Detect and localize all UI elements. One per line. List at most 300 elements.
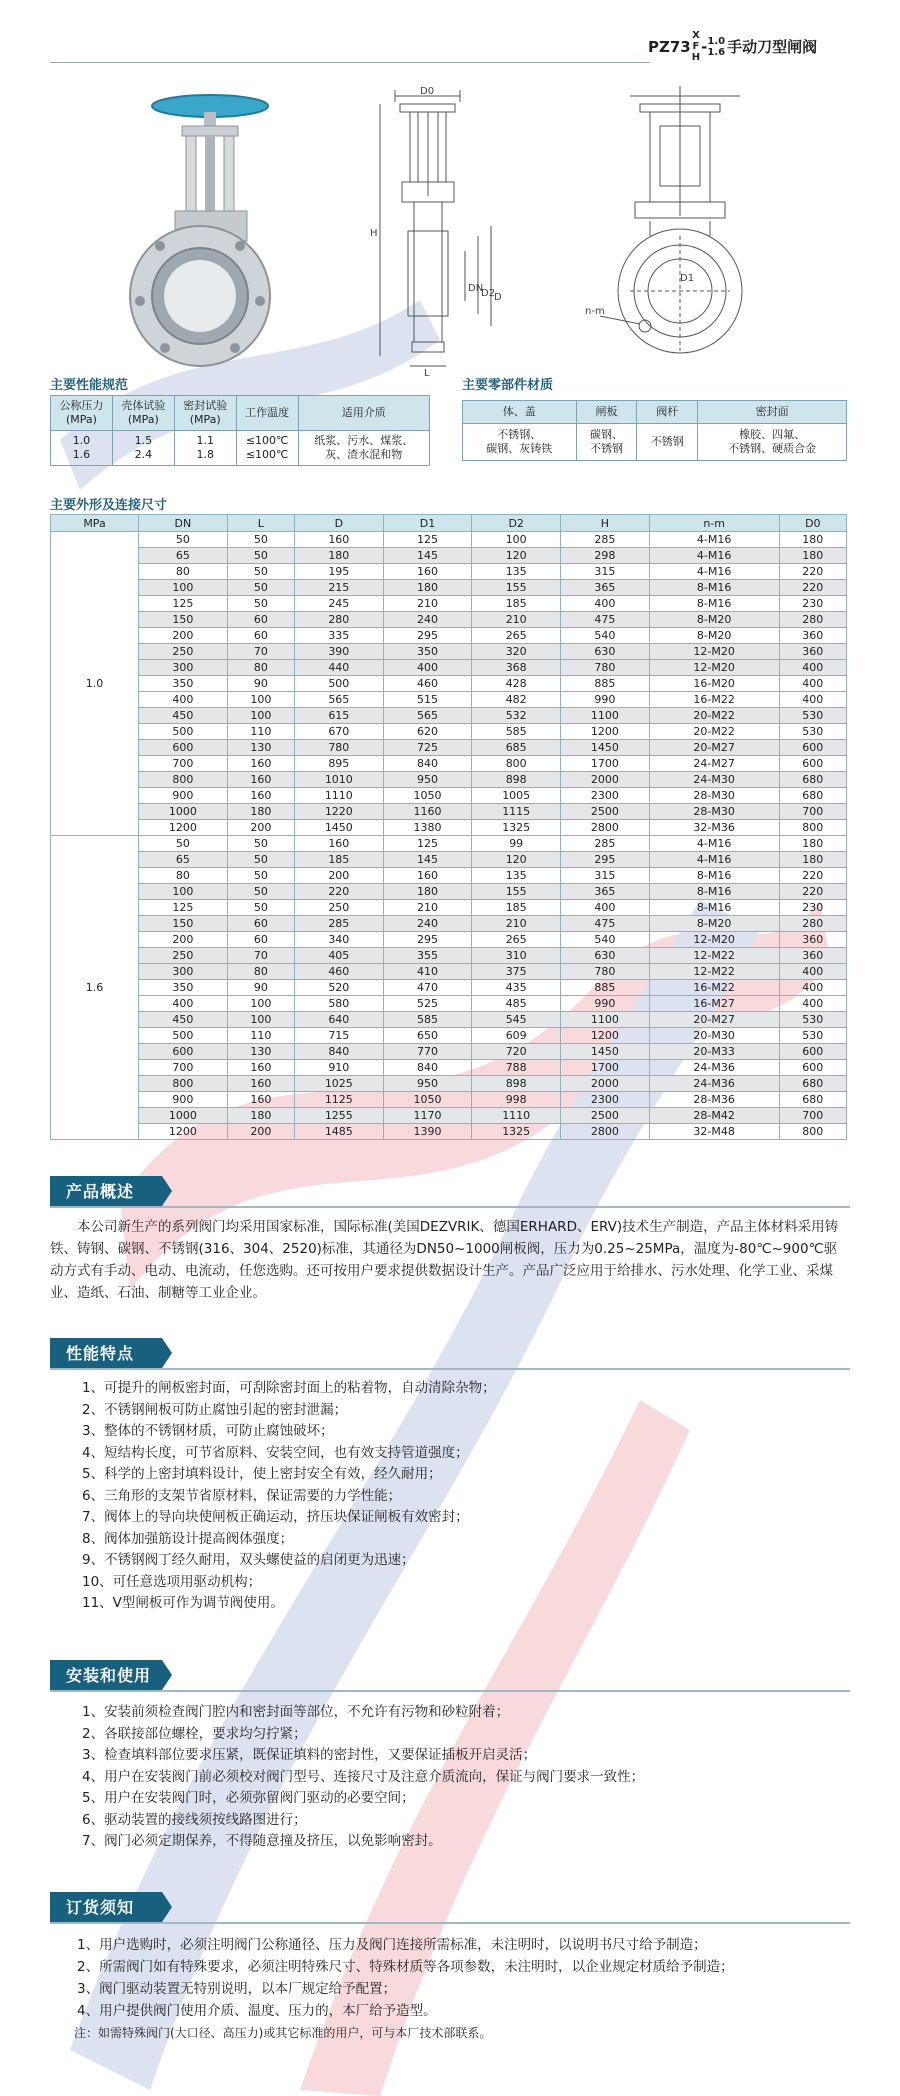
overview-text: 本公司新生产的系列阀门均采用国家标准，国际标准(美国DEZVRIK、德国ERHARD、ERV)技术生产制造，产品主体材料采用铸铁、铸钢、碳钢、不锈钢(316、304、2520)标准，其通径为DN50~1000闸板阀，压力为0.25~25MPa，温度为-80℃~900℃驱动方式有手动、电动、电流动，任您选购。还可按用户要求提供数据设计生产。产品广泛应用于给排水、污水处理、化学工业、采煤业、造纸、石油、制糖等工业企业。: [50, 1219, 839, 1301]
dimension-cell: 680: [779, 1092, 846, 1108]
dimension-cell: 60: [227, 628, 294, 644]
dimension-cell: 20-M33: [649, 1044, 779, 1060]
materials-header-cell: 闸板: [576, 401, 637, 424]
dimension-cell: 780: [561, 964, 650, 980]
dimension-cell: 770: [383, 1044, 472, 1060]
performance-cell: 1.5 2.4: [112, 431, 174, 466]
dimension-cell: 1100: [561, 1012, 650, 1028]
dimension-cell: 160: [227, 1076, 294, 1092]
table-row: [51, 1124, 847, 1140]
table-row: [51, 724, 847, 740]
dimension-cell: 220: [779, 884, 846, 900]
dimension-cell: 600: [139, 1044, 228, 1060]
model-mid-letters: [692, 30, 700, 63]
dimension-cell: 1110: [472, 1108, 561, 1124]
dimension-cell: 24-M27: [649, 756, 779, 772]
dimension-cell: 1200: [561, 1028, 650, 1044]
install-heading: 安装和使用: [50, 1660, 162, 1691]
dimension-cell: 450: [139, 708, 228, 724]
list-item: 5、科学的上密封填料设计，使上密封安全有效，经久耐用；: [82, 1466, 442, 1482]
dimension-cell: 50: [227, 564, 294, 580]
dimension-cell: 685: [472, 740, 561, 756]
dimension-cell: 8-M16: [649, 580, 779, 596]
dimension-cell: 80: [227, 660, 294, 676]
table-row: [51, 852, 847, 868]
table-row: [51, 612, 847, 628]
dimension-cell: 1010: [294, 772, 383, 788]
dimension-cell: 2000: [561, 772, 650, 788]
dimension-cell: 4-M16: [649, 548, 779, 564]
dimension-cell: 200: [139, 628, 228, 644]
dimension-cell: 50: [139, 836, 228, 852]
dimension-cell: 800: [472, 756, 561, 772]
list-item: 2、不锈钢闸板可防止腐蚀引起的密封泄漏；: [82, 1401, 348, 1418]
dimension-cell: 375: [472, 964, 561, 980]
dimension-cell: 1170: [383, 1108, 472, 1124]
dimension-cell: 90: [227, 676, 294, 692]
list-item: 11、V型闸板可作为调节阀使用。: [82, 1595, 284, 1611]
dimension-cell: 280: [294, 612, 383, 628]
materials-cell: 不锈钢、 碳钢、灰铸铁: [463, 424, 577, 461]
dimension-cell: 340: [294, 932, 383, 948]
dimension-cell: 630: [561, 644, 650, 660]
dimension-cell: 100: [227, 692, 294, 708]
dimension-cell: 50: [227, 532, 294, 548]
dimension-cell: 8-M20: [649, 612, 779, 628]
dimension-cell: 428: [472, 676, 561, 692]
dimension-cell: 500: [294, 676, 383, 692]
performance-cell: 纸浆、污水、煤浆、 灰、渣水混和物: [298, 431, 429, 466]
table-row: [51, 676, 847, 692]
dimensions-header-cell: H: [561, 515, 650, 532]
dimension-cell: 800: [779, 820, 846, 836]
dimension-cell: 700: [779, 1108, 846, 1124]
table-row: [51, 772, 847, 788]
svg-text:n-m: n-m: [585, 306, 605, 317]
table-row: [51, 916, 847, 932]
dimension-cell: 12-M20: [649, 660, 779, 676]
order-list: [50, 1934, 850, 2044]
dimension-cell: 482: [472, 692, 561, 708]
svg-text:DN: DN: [468, 283, 484, 294]
features-rule: [50, 1368, 850, 1370]
dimension-cell: 1025: [294, 1076, 383, 1092]
dimension-cell: 4-M16: [649, 836, 779, 852]
dimension-cell: 720: [472, 1044, 561, 1060]
dimension-cell: 180: [383, 884, 472, 900]
dimension-cell: 725: [383, 740, 472, 756]
dimension-cell: 245: [294, 596, 383, 612]
dimension-cell: 435: [472, 980, 561, 996]
dimension-cell: 160: [294, 836, 383, 852]
dimension-cell: 180: [779, 548, 846, 564]
table-row: [51, 628, 847, 644]
model-dash: -: [701, 37, 708, 56]
dimension-cell: 180: [383, 580, 472, 596]
dimension-cell: 360: [779, 628, 846, 644]
dimension-cell: 400: [383, 660, 472, 676]
dimension-cell: 285: [561, 836, 650, 852]
dimension-cell: 4-M16: [649, 852, 779, 868]
dimension-cell: 12-M22: [649, 948, 779, 964]
order-item: 2、所需阀门如有特殊要求，必须注明特殊尺寸、特殊材质等各项参数，未注明时，以企业规定材质给予制造；: [77, 1959, 734, 1975]
table-row: [51, 564, 847, 580]
dimension-cell: 280: [779, 916, 846, 932]
dimension-cell: 365: [561, 580, 650, 596]
list-item: 5、用户在安装阀门时，必须弥留阀门驱动的必要空间；: [82, 1790, 415, 1806]
dimension-cell: 1115: [472, 804, 561, 820]
dimension-cell: 295: [383, 628, 472, 644]
list-item: 2、各联接部位螺栓，要求均匀拧紧；: [82, 1725, 307, 1742]
dimension-cell: 400: [779, 980, 846, 996]
dimensions-header-cell: n-m: [649, 515, 779, 532]
list-item: 6、驱动装置的接线须按线路图进行；: [82, 1811, 307, 1828]
dimension-cell: 585: [472, 724, 561, 740]
pressure-group-cell: 1.6: [51, 836, 139, 1140]
table-row: [51, 1092, 847, 1108]
performance-header-cell: 公称压力 (MPa): [51, 396, 113, 431]
table-row: [51, 1044, 847, 1060]
dimension-cell: 2300: [561, 788, 650, 804]
dimension-cell: 800: [139, 772, 228, 788]
dimension-cell: 540: [561, 628, 650, 644]
dimension-cell: 110: [227, 1028, 294, 1044]
dimension-cell: 50: [227, 852, 294, 868]
dimension-cell: 16-M27: [649, 996, 779, 1012]
order-note: 注：如需特殊阀门(大口径、高压力)或其它标准的用户，可与本厂技术部联系。: [74, 2026, 492, 2040]
dimension-cell: 400: [779, 964, 846, 980]
performance-cell: 1.0 1.6: [51, 431, 113, 466]
materials-cell: 橡胶、四氟、 不锈钢、硬质合金: [698, 424, 847, 461]
dimension-cell: 2800: [561, 1124, 650, 1140]
dimension-cell: 1700: [561, 1060, 650, 1076]
dimension-cell: 250: [294, 900, 383, 916]
dimension-cell: 615: [294, 708, 383, 724]
dimension-cell: 680: [779, 788, 846, 804]
table-row: [51, 1012, 847, 1028]
dimension-cell: 150: [139, 916, 228, 932]
dimension-cell: 12-M20: [649, 644, 779, 660]
dimension-cell: 60: [227, 932, 294, 948]
table-row: [51, 740, 847, 756]
dimension-cell: 125: [139, 900, 228, 916]
dimension-cell: 180: [294, 548, 383, 564]
install-list: [82, 1702, 862, 1853]
dimension-cell: 350: [139, 676, 228, 692]
dimension-cell: 2300: [561, 1092, 650, 1108]
dimension-cell: 565: [383, 708, 472, 724]
pressure-bottom: 1.6: [707, 46, 726, 58]
dimension-cell: 788: [472, 1060, 561, 1076]
dimension-cell: 1050: [383, 1092, 472, 1108]
materials-table: [462, 400, 847, 461]
dimension-cell: 990: [561, 996, 650, 1012]
dimension-cell: 609: [472, 1028, 561, 1044]
dimension-cell: 180: [227, 804, 294, 820]
table-row: [51, 900, 847, 916]
dimension-cell: 135: [472, 564, 561, 580]
dimension-cell: 16-M20: [649, 676, 779, 692]
dimension-cell: 24-M36: [649, 1060, 779, 1076]
dimension-cell: 100: [227, 1012, 294, 1028]
dimension-cell: 1125: [294, 1092, 383, 1108]
dimension-cell: 220: [294, 884, 383, 900]
dimension-cell: 220: [779, 564, 846, 580]
dimension-cell: 350: [139, 980, 228, 996]
dimension-cell: 700: [139, 756, 228, 772]
dimension-cell: 180: [779, 532, 846, 548]
table-row: [51, 868, 847, 884]
dimension-cell: 200: [294, 868, 383, 884]
model-prefix: PZ73: [648, 37, 691, 56]
dimension-cell: 215: [294, 580, 383, 596]
dimension-cell: 630: [561, 948, 650, 964]
dimension-cell: 620: [383, 724, 472, 740]
dimension-cell: 440: [294, 660, 383, 676]
order-item: 3、阀门驱动装置无特别说明，以本厂规定给予配置；: [77, 1981, 397, 1997]
performance-header-cell: 适用介质: [298, 396, 429, 431]
dimension-cell: 250: [139, 644, 228, 660]
dimension-cell: 285: [561, 532, 650, 548]
dimension-cell: 285: [294, 916, 383, 932]
svg-text:H: H: [370, 228, 378, 239]
performance-title: 主要性能规范: [50, 378, 129, 393]
dimension-cell: 475: [561, 612, 650, 628]
dimension-cell: 840: [294, 1044, 383, 1060]
svg-text:D1: D1: [680, 273, 695, 284]
dimension-cell: 715: [294, 1028, 383, 1044]
dimension-cell: 20-M27: [649, 1012, 779, 1028]
dimension-cell: 1050: [383, 788, 472, 804]
dimension-cell: 100: [227, 708, 294, 724]
table-row: [51, 1076, 847, 1092]
dimension-cell: 50: [227, 548, 294, 564]
header-divider: [50, 62, 650, 63]
dimension-cell: 700: [139, 1060, 228, 1076]
dimension-cell: 320: [472, 644, 561, 660]
dimension-cell: 60: [227, 612, 294, 628]
dimension-cell: 895: [294, 756, 383, 772]
dimension-cell: 28-M42: [649, 1108, 779, 1124]
dimension-cell: 475: [561, 916, 650, 932]
dimension-cell: 160: [383, 564, 472, 580]
dimension-cell: 530: [779, 1028, 846, 1044]
performance-cell: ≤100℃ ≤100℃: [236, 431, 298, 466]
table-row: [51, 964, 847, 980]
dimension-cell: 50: [227, 580, 294, 596]
overview-heading: 产品概述: [50, 1176, 162, 1207]
dimension-cell: 460: [383, 676, 472, 692]
dimension-cell: 410: [383, 964, 472, 980]
dimension-cell: 400: [139, 692, 228, 708]
dimension-cell: 780: [561, 660, 650, 676]
dimension-cell: 532: [472, 708, 561, 724]
materials-header-cell: 密封面: [698, 401, 847, 424]
dimension-cell: 240: [383, 612, 472, 628]
dimension-cell: 680: [779, 772, 846, 788]
order-rule: [50, 1922, 850, 1924]
dimension-cell: 70: [227, 948, 294, 964]
dimension-cell: 8-M20: [649, 916, 779, 932]
performance-header-cell: 壳体试验 (MPa): [112, 396, 174, 431]
dimension-cell: 250: [139, 948, 228, 964]
dimension-cell: 390: [294, 644, 383, 660]
dimension-cell: 580: [294, 996, 383, 1012]
dimension-cell: 400: [779, 996, 846, 1012]
dimension-cell: 155: [472, 580, 561, 596]
list-item: 10、可任意选项用驱动机构；: [82, 1573, 262, 1590]
dimension-cell: 365: [561, 884, 650, 900]
dimension-cell: 885: [561, 980, 650, 996]
list-item: 4、用户在安装阀门前必须校对阀门型号、连接尺寸及注意介质流向，保证与阀门要求一致性；: [82, 1768, 645, 1785]
dimension-cell: 24-M30: [649, 772, 779, 788]
order-item: 1、用户选购时，必须注明阀门公称通径、压力及阀门连接所需标准，未注明时，以说明书尺寸给予制造；: [77, 1937, 707, 1953]
dimension-cell: 16-M22: [649, 980, 779, 996]
dimension-cell: 280: [779, 612, 846, 628]
dimension-cell: 265: [472, 932, 561, 948]
dimension-cell: 70: [227, 644, 294, 660]
dimension-cell: 1100: [561, 708, 650, 724]
dimension-cell: 1200: [139, 1124, 228, 1140]
dimension-cell: 368: [472, 660, 561, 676]
dimension-cell: 2800: [561, 820, 650, 836]
dimension-cell: 400: [779, 660, 846, 676]
dimension-cell: 99: [472, 836, 561, 852]
pressure-fraction: [707, 36, 725, 58]
dimension-cell: 585: [383, 1012, 472, 1028]
dimension-cell: 1000: [139, 1108, 228, 1124]
list-item: 9、不锈钢阀丁经久耐用，双头螺使益的启闭更为迅速；: [82, 1552, 415, 1568]
dimension-cell: 160: [227, 1092, 294, 1108]
dimension-cell: 600: [779, 740, 846, 756]
dimension-cell: 4-M16: [649, 564, 779, 580]
dimension-cell: 1450: [294, 820, 383, 836]
list-item: 7、阀体上的导向块使闸板正确运动，挤压块保证闸板有效密封；: [82, 1509, 469, 1525]
dimension-cell: 12-M20: [649, 932, 779, 948]
overview-rule: [50, 1206, 850, 1208]
table-row: [51, 660, 847, 676]
dimension-cell: 1200: [139, 820, 228, 836]
dimension-cell: 125: [383, 836, 472, 852]
dimension-cell: 315: [561, 564, 650, 580]
dimension-cell: 800: [139, 1076, 228, 1092]
page-header: [0, 22, 900, 62]
dimension-cell: 265: [472, 628, 561, 644]
table-row: [51, 692, 847, 708]
list-item: 3、检查填料部位要求压紧，既保证填料的密封性，又要保证插板开启灵活；: [82, 1747, 537, 1763]
dimension-cell: 24-M36: [649, 1076, 779, 1092]
dimension-cell: 600: [779, 1060, 846, 1076]
dimension-cell: 60: [227, 916, 294, 932]
dimension-cell: 80: [227, 964, 294, 980]
dimension-cell: 1700: [561, 756, 650, 772]
dimension-cell: 20-M27: [649, 740, 779, 756]
dimension-cell: 180: [779, 852, 846, 868]
dimension-cell: 800: [779, 1124, 846, 1140]
dimension-cell: 840: [383, 756, 472, 772]
dimension-cell: 640: [294, 1012, 383, 1028]
product-title: [648, 30, 817, 63]
dimension-cell: 360: [779, 948, 846, 964]
dimension-cell: 900: [139, 788, 228, 804]
materials-header-row: [463, 401, 847, 424]
svg-text:D0: D0: [420, 86, 435, 97]
model-mid-bottom: H: [691, 52, 701, 63]
dimension-cell: 1325: [472, 1124, 561, 1140]
dimension-cell: 298: [561, 548, 650, 564]
dimension-cell: 160: [227, 756, 294, 772]
dimension-cell: 670: [294, 724, 383, 740]
dimension-cell: 315: [561, 868, 650, 884]
dimension-cell: 230: [779, 900, 846, 916]
dimensions-header-cell: D0: [779, 515, 846, 532]
dimension-cell: 20-M22: [649, 708, 779, 724]
order-item: 4、用户提供阀门使用介质、温度、压力的，本厂给予造型。: [77, 2003, 437, 2019]
table-row: [51, 884, 847, 900]
dimension-cell: 1450: [561, 1044, 650, 1060]
table-row: [51, 708, 847, 724]
dimension-cell: 1485: [294, 1124, 383, 1140]
dimensions-header-cell: D1: [383, 515, 472, 532]
table-row: [51, 756, 847, 772]
dimension-cell: 28-M30: [649, 788, 779, 804]
dimension-cell: 400: [779, 692, 846, 708]
dimension-cell: 2500: [561, 1108, 650, 1124]
dimensions-table: [50, 514, 847, 1140]
dimension-cell: 898: [472, 772, 561, 788]
dimension-cell: 1325: [472, 820, 561, 836]
dimension-cell: 155: [472, 884, 561, 900]
dimension-cell: 28-M36: [649, 1092, 779, 1108]
materials-header-cell: 阀杆: [637, 401, 698, 424]
dimensions-header-cell: D: [294, 515, 383, 532]
materials-data-row: [463, 424, 847, 461]
list-item: 3、整体的不锈钢材质，可防止腐蚀破坏；: [82, 1423, 334, 1439]
dimension-cell: 500: [139, 724, 228, 740]
dimension-cell: 400: [561, 900, 650, 916]
list-item: 4、短结构长度，可节省原料、安装空间，也有效支持管道强度；: [82, 1444, 469, 1461]
dimension-cell: 120: [472, 548, 561, 564]
dimension-cell: 520: [294, 980, 383, 996]
dimensions-header-cell: MPa: [51, 515, 139, 532]
dimension-cell: 210: [472, 916, 561, 932]
model-mid-center: F: [692, 41, 700, 52]
table-row: [51, 580, 847, 596]
dimension-cell: 540: [561, 932, 650, 948]
table-row: [51, 1060, 847, 1076]
dimension-cell: 50: [227, 884, 294, 900]
dimension-cell: 100: [227, 996, 294, 1012]
pressure-group-cell: 1.0: [51, 532, 139, 836]
performance-cell: 1.1 1.8: [174, 431, 236, 466]
dimensions-title: 主要外形及连接尺寸: [50, 498, 168, 513]
table-row: [51, 932, 847, 948]
dimension-cell: 130: [227, 740, 294, 756]
dimension-cell: 1000: [139, 804, 228, 820]
dimension-cell: 8-M16: [649, 596, 779, 612]
dimension-cell: 20-M22: [649, 724, 779, 740]
dimension-cell: 240: [383, 916, 472, 932]
dimension-cell: 210: [383, 900, 472, 916]
dimension-cell: 230: [779, 596, 846, 612]
performance-data-row: [51, 431, 430, 466]
dimension-cell: 8-M16: [649, 868, 779, 884]
dimension-cell: 990: [561, 692, 650, 708]
dimension-cell: 335: [294, 628, 383, 644]
dimension-cell: 20-M30: [649, 1028, 779, 1044]
dimension-cell: 125: [383, 532, 472, 548]
valve-photo: [130, 95, 270, 366]
